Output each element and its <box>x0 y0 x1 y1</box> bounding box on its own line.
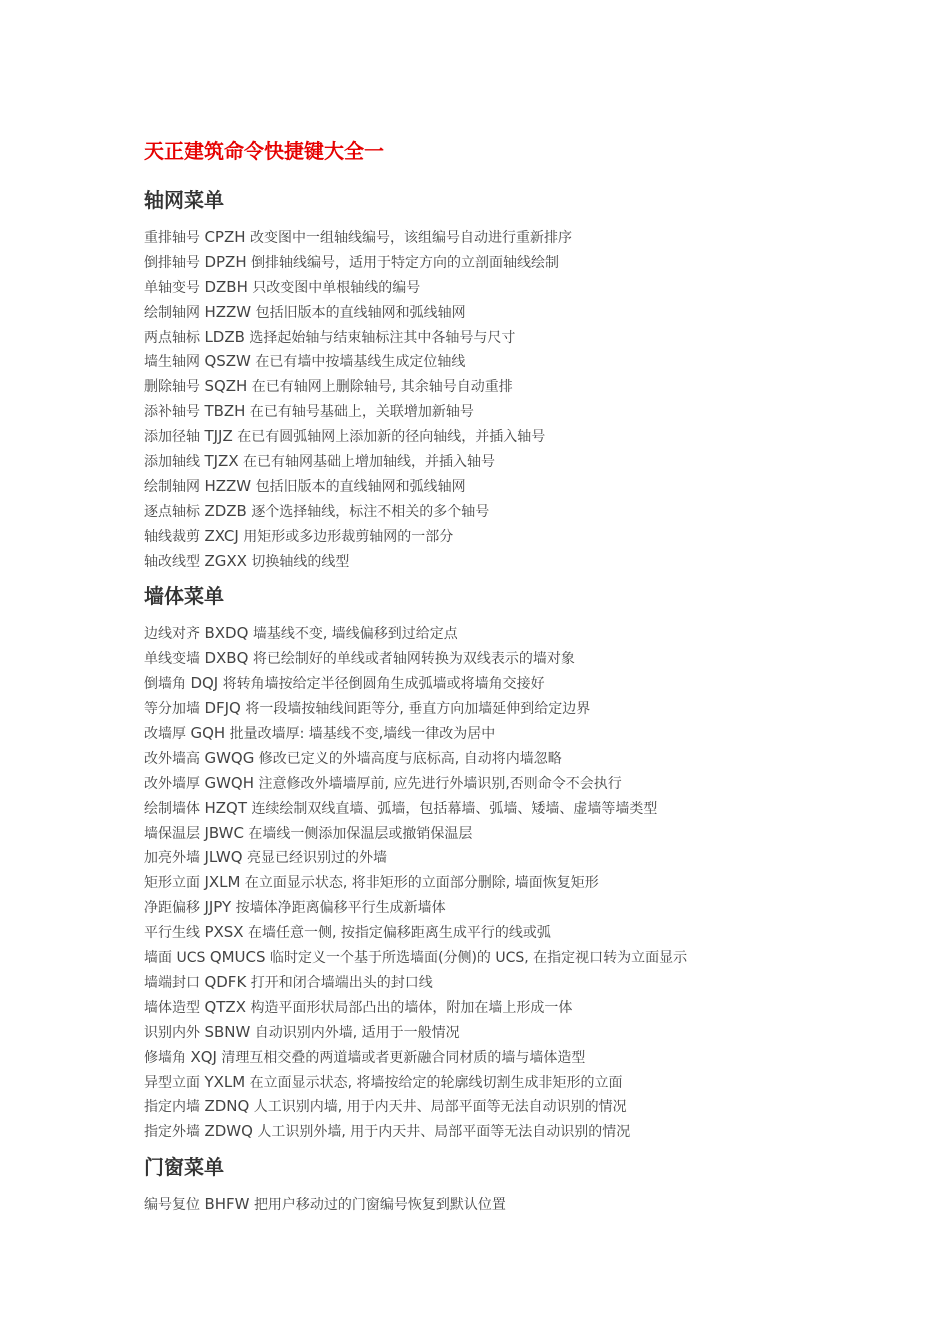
command-description: 改变图中一组轴线编号，该组编号自动进行重新排序 <box>249 230 572 246</box>
command-entry <box>144 920 924 945</box>
command-description: 在已有墙中按墙基线生成定位轴线 <box>255 354 466 371</box>
command-entry <box>144 399 924 424</box>
command-shortcut: LDZB <box>204 327 245 346</box>
command-description: 将转角墙按给定半径倒圆角生成弧墙或将墙角交接好 <box>222 676 545 693</box>
command-name: 矩形立面 <box>144 875 200 892</box>
command-shortcut: TBZH <box>204 402 246 421</box>
command-shortcut: JBWC <box>204 823 244 842</box>
command-entry <box>144 449 924 474</box>
document-title: 天正建筑命令快捷键大全一 <box>144 139 384 163</box>
command-description: 临时定义一个基于所选墙面(分侧)的 UCS, 在指定视口转为立面显示 <box>270 950 688 967</box>
command-name: 修墙角 <box>144 1049 186 1066</box>
command-name: 绘制墙体 <box>144 800 200 817</box>
command-description: 在已有轴网基础上增加轴线，并插入轴号 <box>243 454 496 471</box>
command-shortcut: DZBH <box>204 277 248 296</box>
command-entry <box>144 374 924 399</box>
command-name: 等分加墙 <box>144 701 200 718</box>
command-description: 打开和闭合墙端出头的封口线 <box>250 974 433 991</box>
command-description: 连续绘制双线直墙、弧墙，包括幕墙、弧墙、矮墙、虚墙等墙类型 <box>251 800 658 817</box>
command-shortcut: SQZH <box>204 377 248 396</box>
command-shortcut: DFJQ <box>204 699 241 718</box>
command-shortcut: GQH <box>190 724 226 743</box>
command-entry <box>144 1020 924 1045</box>
command-description: 在立面显示状态, 将非矩形的立面部分删除, 墙面恢复矩形 <box>244 875 599 892</box>
command-description: 亮显已经识别过的外墙 <box>246 850 387 867</box>
command-name: 识别内外 <box>144 1024 200 1041</box>
command-description: 构造平面形状局部凸出的墙体，附加在墙上形成一体 <box>250 999 573 1016</box>
command-entry <box>144 349 924 374</box>
command-name: 墙生轴网 <box>144 354 200 371</box>
command-list <box>144 1192 924 1217</box>
command-name: 异型立面 <box>144 1074 200 1091</box>
command-name: 绘制轴网 <box>144 478 200 495</box>
command-name: 删除轴号 <box>144 379 200 396</box>
command-entry <box>144 424 924 449</box>
command-entry <box>144 499 924 524</box>
command-shortcut: GWQH <box>204 773 254 792</box>
command-name: 改外墙高 <box>144 750 200 767</box>
command-list <box>144 621 924 1144</box>
command-name: 墙面 UCS <box>144 950 206 967</box>
command-shortcut: BHFW <box>204 1195 250 1214</box>
command-description: 将一段墙按轴线间距等分, 垂直方向加墙延伸到给定边界 <box>245 701 591 718</box>
command-entry <box>144 671 924 696</box>
command-name: 两点轴标 <box>144 329 200 346</box>
command-description: 把用户移动过的门窗编号恢复到默认位置 <box>253 1197 506 1214</box>
command-shortcut: DQJ <box>190 674 219 693</box>
command-description: 在立面显示状态, 将墙按给定的轮廓线切割生成非矩形的立面 <box>249 1074 623 1091</box>
command-name: 添加径轴 <box>144 429 200 446</box>
command-name: 单轴变号 <box>144 279 200 296</box>
command-description: 批量改墙厚: 墙基线不变,墙线一律改为居中 <box>229 726 496 743</box>
command-shortcut: DXBQ <box>204 649 249 668</box>
command-description: 包括旧版本的直线轴网和弧线轴网 <box>255 304 466 321</box>
command-entry <box>144 1070 924 1095</box>
command-shortcut: TJJZ <box>204 427 233 446</box>
command-shortcut: DPZH <box>204 252 247 271</box>
command-shortcut: ZGXX <box>204 551 247 570</box>
command-entry <box>144 1045 924 1070</box>
command-name: 边线对齐 <box>144 626 200 643</box>
command-description: 在已有轴号基础上，关联增加新轴号 <box>249 404 474 421</box>
command-entry <box>144 746 924 771</box>
command-entry <box>144 1119 924 1144</box>
section-heading: 墙体菜单 <box>144 584 224 609</box>
command-description: 在墙线一侧添加保温层或撤销保温层 <box>248 825 473 842</box>
command-name: 逐点轴标 <box>144 503 200 520</box>
command-name: 平行生线 <box>144 925 200 942</box>
command-name: 加亮外墙 <box>144 850 200 867</box>
command-entry <box>144 995 924 1020</box>
command-entry <box>144 895 924 920</box>
command-name: 轴线裁剪 <box>144 528 200 545</box>
command-description: 自动识别内外墙, 适用于一般情况 <box>254 1024 460 1041</box>
command-shortcut: ZXCJ <box>204 526 239 545</box>
command-shortcut: TJZX <box>204 452 239 471</box>
command-description: 人工识别内墙, 用于内天井、局部平面等无法自动识别的情况 <box>253 1099 627 1116</box>
command-description: 将已绘制好的单线或者轴网转换为双线表示的墙对象 <box>252 651 575 668</box>
command-entry <box>144 721 924 746</box>
command-shortcut: CPZH <box>204 228 246 246</box>
command-shortcut: ZDNQ <box>204 1097 250 1116</box>
command-shortcut: HZZW <box>204 476 252 495</box>
sections-container <box>144 185 924 1217</box>
command-name: 倒排轴号 <box>144 254 200 271</box>
command-name: 净距偏移 <box>144 900 200 917</box>
command-entry <box>144 225 924 250</box>
command-entry <box>144 796 924 821</box>
command-shortcut: ZDWQ <box>204 1122 253 1141</box>
command-shortcut: PXSX <box>204 923 244 942</box>
command-name: 添补轴号 <box>144 404 200 421</box>
command-shortcut: QSZW <box>204 352 251 371</box>
command-shortcut: GWQG <box>204 748 255 767</box>
command-shortcut: QMUCS <box>209 948 266 967</box>
command-shortcut: YXLM <box>204 1072 246 1091</box>
command-entry <box>144 845 924 870</box>
command-shortcut: JXLM <box>204 873 241 892</box>
command-shortcut: JLWQ <box>204 848 243 867</box>
command-shortcut: ZDZB <box>204 501 247 520</box>
command-description: 人工识别外墙, 用于内天井、局部平面等无法自动识别的情况 <box>257 1124 631 1141</box>
command-name: 编号复位 <box>144 1197 200 1214</box>
command-description: 切换轴线的线型 <box>251 553 350 570</box>
command-description: 墙基线不变, 墙线偏移到过给定点 <box>252 626 458 643</box>
command-description: 在墙任意一侧, 按指定偏移距离生成平行的线或弧 <box>248 925 551 942</box>
section-heading: 门窗菜单 <box>144 1155 224 1180</box>
command-shortcut: QTZX <box>204 997 246 1016</box>
command-name: 指定外墙 <box>144 1124 200 1141</box>
command-name: 倒墙角 <box>144 676 186 693</box>
command-name: 墙体造型 <box>144 999 200 1016</box>
command-description: 清理互相交叠的两道墙或者更新融合同材质的墙与墙体造型 <box>221 1049 586 1066</box>
command-entry <box>144 474 924 499</box>
command-entry <box>144 549 924 574</box>
command-entry <box>144 250 924 275</box>
command-description: 逐个选择轴线，标注不相关的多个轴号 <box>251 503 490 520</box>
command-entry <box>144 300 924 325</box>
command-description: 修改已定义的外墙高度与底标高, 自动将内墙忽略 <box>258 750 562 767</box>
command-entry <box>144 945 924 970</box>
command-shortcut: XQJ <box>190 1047 217 1066</box>
command-name: 改外墙厚 <box>144 775 200 792</box>
command-list <box>144 225 924 573</box>
command-description: 倒排轴线编号，适用于特定方向的立剖面轴线绘制 <box>251 254 560 271</box>
command-description: 只改变图中单根轴线的编号 <box>252 279 421 296</box>
command-entry <box>144 646 924 671</box>
command-description: 包括旧版本的直线轴网和弧线轴网 <box>255 478 466 495</box>
command-name: 绘制轴网 <box>144 304 200 321</box>
command-shortcut: BXDQ <box>204 624 249 643</box>
command-entry <box>144 275 924 300</box>
command-entry <box>144 524 924 549</box>
command-description: 在已有轴网上删除轴号, 其余轴号自动重排 <box>251 379 513 396</box>
command-entry <box>144 821 924 846</box>
command-description: 选择起始轴与结束轴标注其中各轴号与尺寸 <box>249 329 516 346</box>
command-shortcut: HZZW <box>204 302 252 321</box>
document-page <box>144 136 924 1225</box>
command-entry <box>144 696 924 721</box>
command-name: 添加轴线 <box>144 454 200 471</box>
command-entry <box>144 771 924 796</box>
command-name: 轴改线型 <box>144 553 200 570</box>
command-description: 用矩形或多边形裁剪轴网的一部分 <box>243 528 454 545</box>
command-shortcut: SBNW <box>204 1022 251 1041</box>
command-name: 单线变墙 <box>144 651 200 668</box>
command-shortcut: JJPY <box>204 898 232 917</box>
command-entry <box>144 621 924 646</box>
command-description: 在已有圆弧轴网上添加新的径向轴线，并插入轴号 <box>237 429 546 446</box>
command-description: 注意修改外墙墙厚前, 应先进行外墙识别,否则命令不会执行 <box>258 775 622 792</box>
command-name: 墙端封口 <box>144 974 200 991</box>
command-entry <box>144 970 924 995</box>
command-description: 按墙体净距离偏移平行生成新墙体 <box>235 900 446 917</box>
command-entry <box>144 1094 924 1119</box>
command-name: 改墙厚 <box>144 726 186 743</box>
command-entry <box>144 870 924 895</box>
command-name: 墙保温层 <box>144 825 200 842</box>
command-name: 指定内墙 <box>144 1099 200 1116</box>
section-heading: 轴网菜单 <box>144 188 224 212</box>
command-shortcut: HZQT <box>204 798 247 817</box>
command-name: 重排轴号 <box>144 230 200 246</box>
command-shortcut: QDFK <box>204 972 247 991</box>
command-entry <box>144 1192 924 1217</box>
command-entry <box>144 325 924 350</box>
